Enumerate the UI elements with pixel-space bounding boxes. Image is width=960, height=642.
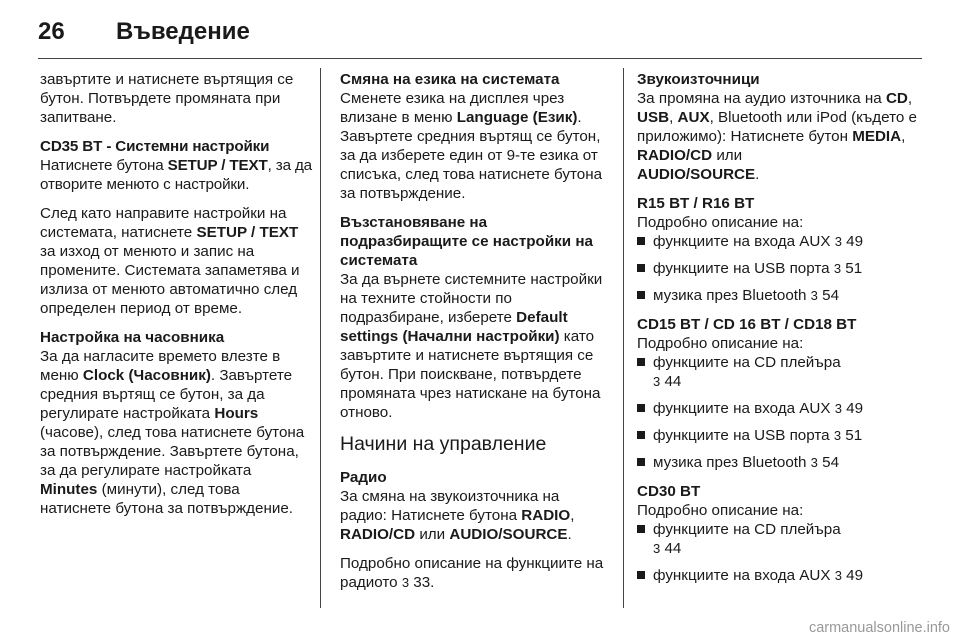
- paragraph: завъртите и натиснете въртящия се бутон. Потвърдете промяната при запитване.: [40, 71, 294, 126]
- page-ref-arrow-icon: 3: [653, 541, 661, 556]
- page-ref-arrow-icon: 3: [834, 234, 842, 249]
- detail-label: Подробно описание на:: [637, 335, 804, 352]
- bullet-icon: [637, 458, 645, 466]
- paragraph: Подробно описание на функциите на радиото 3 33.: [340, 555, 604, 591]
- page-ref-arrow-icon: 3: [833, 428, 842, 443]
- paragraph: След като направите настройки на системата, натиснете SETUP / TEXT за изход от менюто и запис на промените. Системата запаметява и излиза от менюто автоматично след определен период от време.: [40, 205, 300, 317]
- column-3: [637, 70, 927, 595]
- page-ref-arrow-icon: 3: [833, 261, 842, 276]
- page-number: 26: [38, 18, 65, 45]
- section-title: Начини на управление: [340, 433, 547, 455]
- page-ref-arrow-icon: 3: [834, 568, 842, 583]
- list-item: музика през Bluetooth 3 54: [637, 286, 927, 305]
- section-heading: Възстановяване на подразбиращите се настройки на системата: [340, 214, 593, 269]
- bullet-icon: [637, 431, 645, 439]
- section-heading: CD15 BT / CD 16 BT / CD18 BT: [637, 316, 857, 333]
- list-item: функциите на CD плейъра 3 44: [637, 353, 927, 391]
- bullet-icon: [637, 404, 645, 412]
- bullet-icon: [637, 525, 645, 533]
- detail-label: Подробно описание на:: [637, 502, 804, 519]
- paragraph: [637, 194, 927, 232]
- list-item: функциите на USB порта 3 51: [637, 259, 927, 278]
- bullet-icon: [637, 571, 645, 579]
- bullet-list: [637, 520, 927, 585]
- list-item: музика през Bluetooth 3 54: [637, 453, 927, 472]
- list-item: функциите на CD плейъра 3 44: [637, 520, 927, 558]
- column-divider: [320, 68, 321, 608]
- section-heading: CD30 BT: [637, 483, 701, 500]
- column-2: [340, 70, 610, 602]
- section-heading: R15 BT / R16 BT: [637, 195, 755, 212]
- bullet-list: [637, 232, 927, 305]
- section-heading: Смяна на езика на системата: [340, 71, 560, 88]
- page-ref-arrow-icon: 3: [810, 455, 818, 470]
- page-ref-arrow-icon: 3: [653, 374, 661, 389]
- bullet-icon: [637, 291, 645, 299]
- page-title: Въведение: [116, 18, 250, 45]
- page-ref-arrow-icon: 3: [834, 401, 842, 416]
- watermark: carmanualsonline.info: [808, 620, 950, 636]
- paragraph: [637, 482, 927, 520]
- header-rule: [38, 58, 922, 59]
- page-ref-arrow-icon: 3: [810, 288, 818, 303]
- bullet-list: [637, 353, 927, 472]
- bullet-icon: [637, 264, 645, 272]
- list-item: функциите на входа AUX 3 49: [637, 566, 927, 585]
- section-heading: Звукоизточници: [637, 71, 760, 88]
- detail-label: Подробно описание на:: [637, 214, 804, 231]
- list-item: функциите на входа AUX 3 49: [637, 232, 927, 251]
- page-ref-arrow-icon: 3: [401, 575, 410, 590]
- section-heading: CD35 BT - Системни настройки: [40, 138, 270, 155]
- column-divider: [623, 68, 624, 608]
- list-item: функциите на входа AUX 3 49: [637, 399, 927, 418]
- paragraph: Смяна на езика на системата Сменете езика на дисплея чрез влизане в меню Language (Език). Завъртете средния въртящ се бутон, за да изберете един от 9-те езика от списъка, след това натиснете бутона за потвърждение.: [340, 71, 603, 202]
- bullet-icon: [637, 237, 645, 245]
- paragraph: [637, 315, 927, 353]
- paragraph: Радио За смяна на звукоизточника на радио: Натиснете бутона RADIO, RADIO/CD или AUDIO/SOURCE.: [340, 469, 575, 543]
- section-heading: Радио: [340, 469, 387, 486]
- list-item: функциите на USB порта 3 51: [637, 426, 927, 445]
- column-1: [40, 70, 312, 528]
- paragraph: Настройка на часовника За да нагласите времето влезте в меню Clock (Часовник). Завъртете средния въртящ се бутон, за да регулирате настройката Hours (часове), след това натиснете бутона за потвърждение. Завъртете бутона, за да регулирате настройката Minutes (минути), след това натиснете бутона за потвърждение.: [40, 329, 305, 517]
- paragraph: Звукоизточници За промяна на аудио източника на CD, USB, AUX, Bluetooth или iPod (където е приложимо): Натиснете бутон MEDIA, RADIO/CD или AUDIO/SOURCE.: [637, 71, 918, 183]
- bullet-icon: [637, 358, 645, 366]
- paragraph: Възстановяване на подразбиращите се настройки на системата За да върнете системните настройки на техните стойности по подразбиране, изберете Default settings (Начални настройки) като завъртите и натиснете въртящия се бутон. При поискване, потвърдете промяната чрез натискане на бутона отново.: [340, 214, 603, 421]
- paragraph: CD35 BT - Системни настройки Натиснете бутона SETUP / TEXT, за да отворите менюто с настройки.: [40, 138, 312, 193]
- section-heading: Настройка на часовника: [40, 329, 225, 346]
